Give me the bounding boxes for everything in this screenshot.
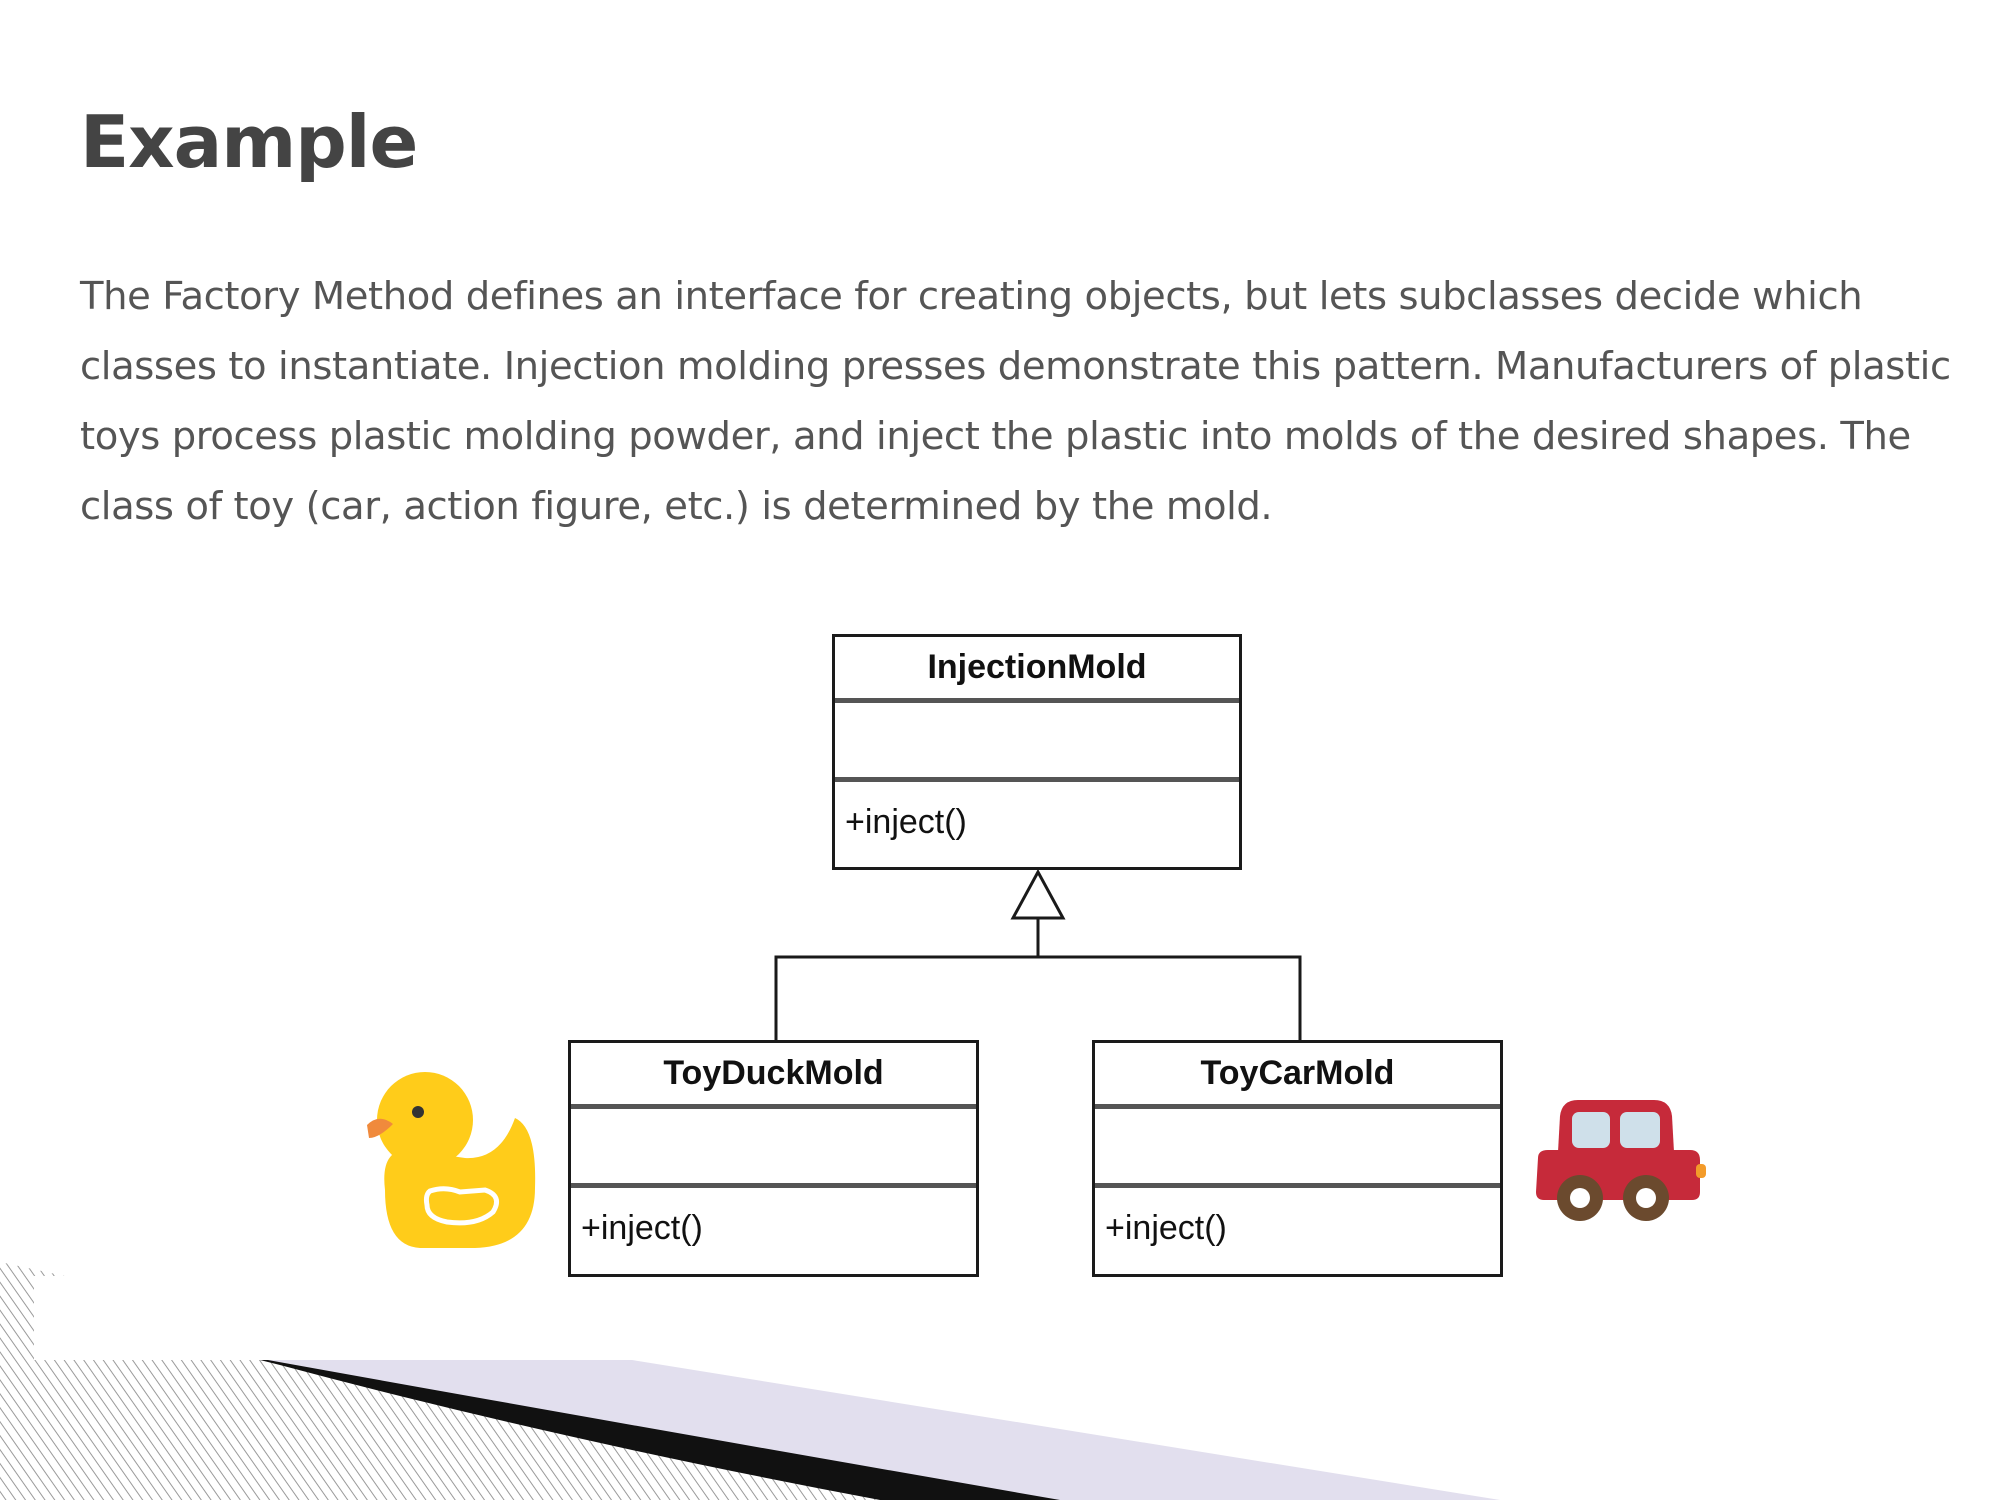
car-headlight [1696, 1164, 1706, 1178]
class-attributes [1095, 1109, 1500, 1188]
class-toy-duck-mold [568, 1040, 979, 1277]
class-injection-mold [832, 634, 1242, 870]
class-attributes [571, 1109, 976, 1188]
class-operation: +inject() [1105, 1209, 1227, 1247]
content-panel-edge [34, 1276, 1034, 1360]
car-wheel-front [1557, 1175, 1603, 1221]
duck-eye [412, 1106, 424, 1118]
car-window-right [1620, 1112, 1660, 1148]
car-wheel-back [1623, 1175, 1669, 1221]
class-name: InjectionMold [835, 637, 1239, 703]
rubber-duck-icon [365, 1068, 545, 1253]
toy-car-icon [1530, 1094, 1710, 1224]
car-window-left [1572, 1112, 1610, 1148]
class-toy-car-mold [1092, 1040, 1503, 1277]
class-name: ToyDuckMold [571, 1043, 976, 1109]
class-name: ToyCarMold [1095, 1043, 1500, 1109]
page-title: Example [80, 100, 418, 184]
class-attributes [835, 703, 1239, 782]
description-paragraph: The Factory Method defines an interface for creating objects, but lets subclasses decide which classes to instantiate. Injection molding presses demonstrate this pattern. Manufacturers of plastic toys process plastic molding powder, and inject the plastic into molds of the desired shapes. The class of toy (car, action figure, etc.) is determined by the mold. [80, 274, 1951, 529]
class-operation: +inject() [845, 803, 967, 841]
class-operation: +inject() [581, 1209, 703, 1247]
